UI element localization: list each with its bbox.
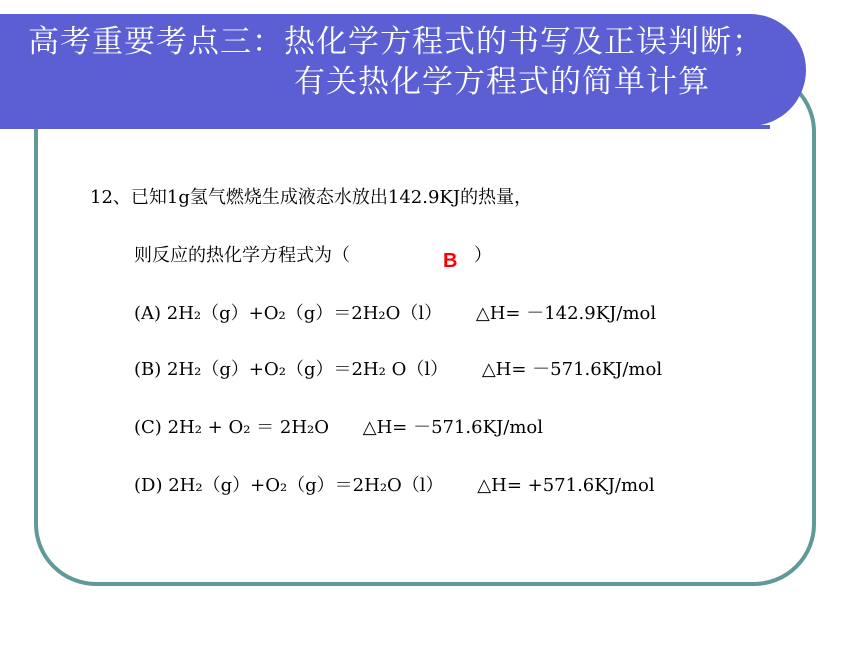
option-enthalpy: △H= +571.6KJ/mol bbox=[477, 475, 655, 496]
option-enthalpy: △H= －571.6KJ/mol bbox=[362, 417, 543, 438]
question-stem: 12、已知1g氢气燃烧生成液态水放出142.9KJ的热量， bbox=[90, 187, 533, 208]
option-enthalpy: △H= －571.6KJ/mol bbox=[481, 359, 663, 380]
option-equation: 2H₂（g）+O₂（g）＝2H₂O（l） bbox=[166, 303, 443, 324]
slide-title-line-1: 高考重要考点三：热化学方程式的书写及正误判断； bbox=[28, 24, 764, 60]
title-underline bbox=[0, 125, 770, 129]
option-b bbox=[134, 358, 662, 382]
option-label: (A) bbox=[134, 303, 162, 324]
answer-mark: B bbox=[443, 250, 458, 272]
option-equation: 2H₂ + O₂ ＝ 2H₂O bbox=[167, 417, 329, 438]
option-equation: 2H₂（g）+O₂（g）＝2H₂ O（l） bbox=[167, 359, 449, 380]
question-close-paren: ） bbox=[474, 245, 492, 266]
slide-frame bbox=[34, 70, 816, 586]
option-a bbox=[134, 302, 656, 326]
question-prompt: 则反应的热化学方程式为（ bbox=[134, 245, 350, 266]
option-enthalpy: △H= －142.9KJ/mol bbox=[475, 303, 657, 324]
option-label: (B) bbox=[134, 359, 162, 380]
option-c bbox=[134, 416, 543, 440]
option-label: (D) bbox=[134, 475, 163, 496]
option-d bbox=[134, 474, 655, 498]
option-equation: 2H₂（g）+O₂（g）＝2H₂O（l） bbox=[168, 475, 444, 496]
slide-title-line-2: 有关热化学方程式的简单计算 bbox=[294, 64, 710, 100]
option-label: (C) bbox=[134, 417, 162, 438]
